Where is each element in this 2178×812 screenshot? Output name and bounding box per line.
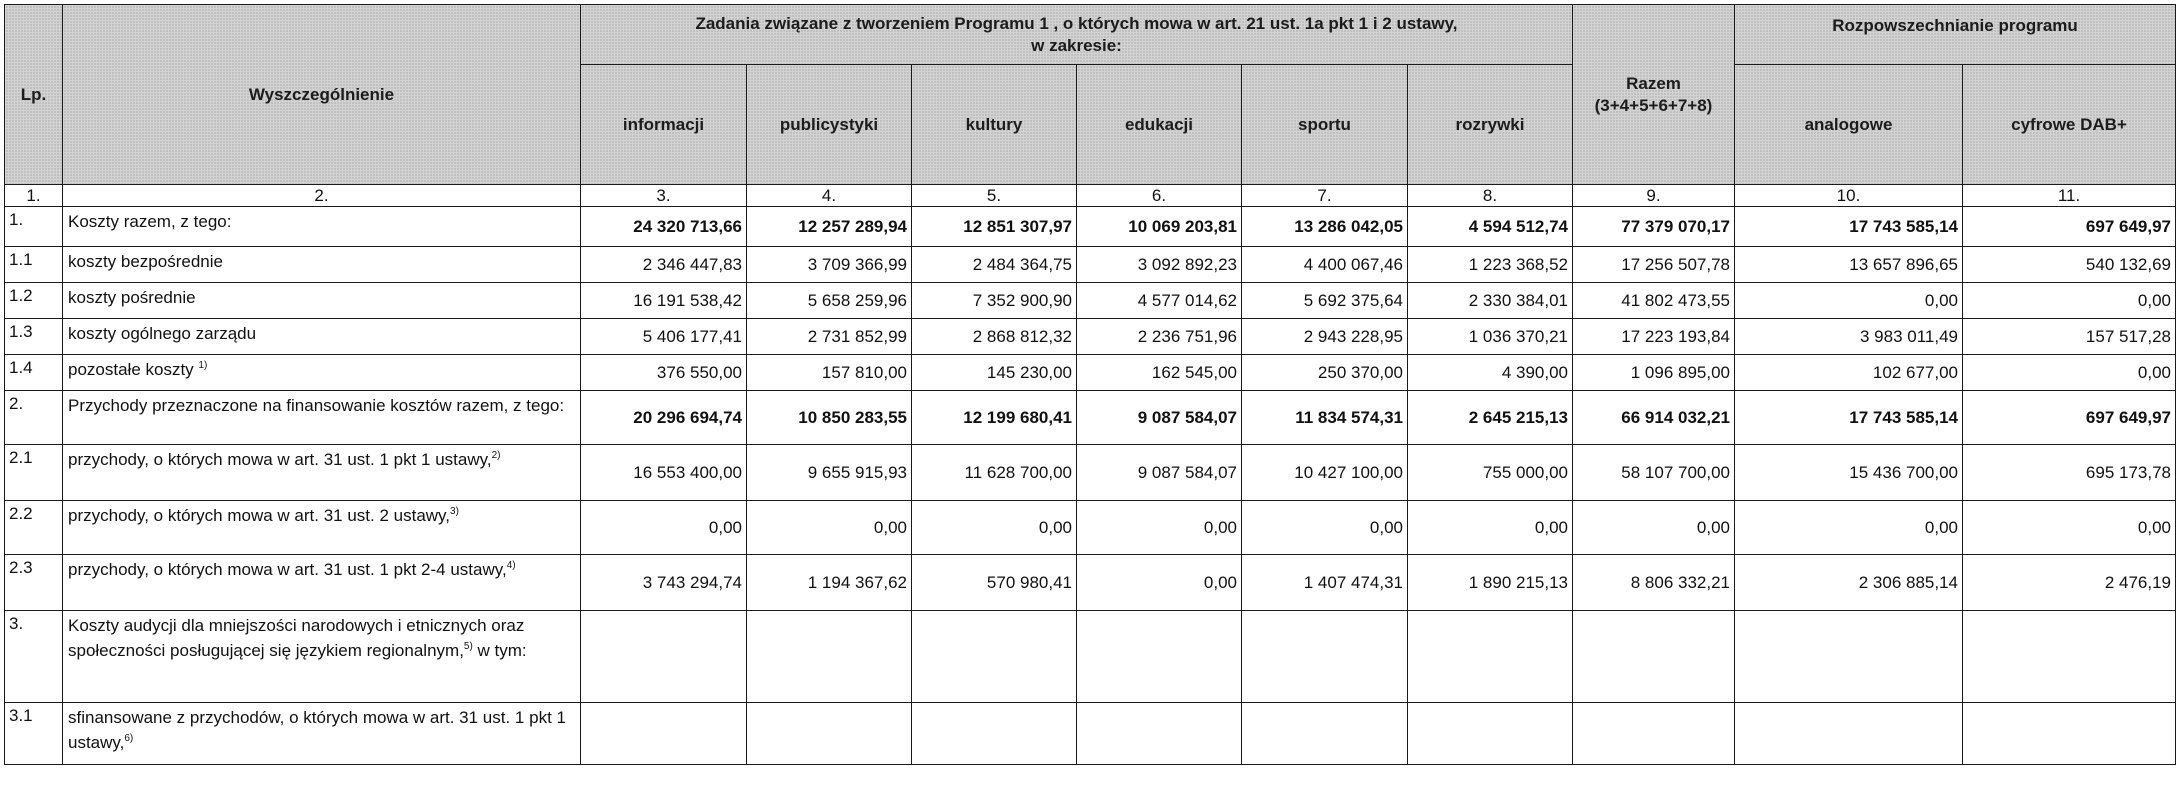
value-cell: 102 677,00 [1735, 355, 1963, 391]
value-cell: 1 890 215,13 [1408, 555, 1573, 611]
value-cell: 5 406 177,41 [581, 319, 747, 355]
financial-table [4, 4, 2176, 765]
row-lp: 1.2 [5, 283, 63, 319]
header-total [1573, 5, 1735, 185]
column-number: 1. [5, 185, 63, 207]
value-cell: 17 743 585,14 [1735, 391, 1963, 445]
table-row [5, 247, 2176, 283]
value-cell: 1 407 474,31 [1242, 555, 1408, 611]
table-header [5, 5, 2176, 207]
value-cell: 15 436 700,00 [1735, 445, 1963, 501]
value-cell: 11 834 574,31 [1242, 391, 1408, 445]
table-row [5, 445, 2176, 501]
footnote-marker: 6) [124, 733, 134, 744]
value-cell: 157 517,28 [1963, 319, 2176, 355]
value-cell: 250 370,00 [1242, 355, 1408, 391]
value-cell: 695 173,78 [1963, 445, 2176, 501]
column-number: 7. [1242, 185, 1408, 207]
table-row [5, 283, 2176, 319]
value-cell: 17 223 193,84 [1573, 319, 1735, 355]
column-number: 2. [63, 185, 581, 207]
value-cell: 4 390,00 [1408, 355, 1573, 391]
row-description [63, 207, 581, 247]
row-lp: 3.1 [5, 703, 63, 765]
value-cell: 77 379 070,17 [1573, 207, 1735, 247]
value-cell: 17 743 585,14 [1735, 207, 1963, 247]
header-task-2: kultury [912, 65, 1077, 185]
row-label: przychody, o których mowa w art. 31 ust. 1 pkt 2-4 ustawy, [68, 560, 507, 579]
value-cell: 697 649,97 [1963, 207, 2176, 247]
value-cell [1077, 611, 1242, 703]
value-cell: 697 649,97 [1963, 391, 2176, 445]
value-cell: 2 330 384,01 [1408, 283, 1573, 319]
value-cell [1242, 703, 1408, 765]
value-cell [1963, 611, 2176, 703]
row-label: koszty bezpośrednie [68, 252, 223, 271]
row-label: przychody, o których mowa w art. 31 ust. 2 ustawy, [68, 506, 451, 525]
value-cell: 1 194 367,62 [747, 555, 912, 611]
table-row [5, 207, 2176, 247]
row-description [63, 247, 581, 283]
value-cell: 376 550,00 [581, 355, 747, 391]
row-description [63, 703, 581, 765]
value-cell [1077, 703, 1242, 765]
value-cell: 7 352 900,90 [912, 283, 1077, 319]
value-cell [747, 703, 912, 765]
row-description [63, 445, 581, 501]
row-lp: 1.4 [5, 355, 63, 391]
value-cell: 2 943 228,95 [1242, 319, 1408, 355]
value-cell [1408, 611, 1573, 703]
value-cell: 0,00 [1408, 501, 1573, 555]
value-cell: 0,00 [1077, 501, 1242, 555]
row-lp: 1.1 [5, 247, 63, 283]
value-cell: 0,00 [1242, 501, 1408, 555]
value-cell: 3 092 892,23 [1077, 247, 1242, 283]
table-row [5, 391, 2176, 445]
row-description [63, 355, 581, 391]
table-row [5, 703, 2176, 765]
header-task-group-line2: w zakresie: [1031, 35, 1122, 55]
value-cell: 570 980,41 [912, 555, 1077, 611]
row-label: pozostałe koszty [68, 360, 199, 379]
header-task-group [581, 5, 1573, 65]
value-cell [747, 611, 912, 703]
value-cell [1573, 611, 1735, 703]
table-row [5, 611, 2176, 703]
header-task-4: sportu [1242, 65, 1408, 185]
footnote-marker: 5) [463, 641, 473, 652]
value-cell: 2 306 885,14 [1735, 555, 1963, 611]
value-cell: 0,00 [1077, 555, 1242, 611]
header-task-group-line1: Zadania związane z tworzeniem Programu 1 , o których mowa w art. 21 ust. 1a pkt 1 i 2 ustawy, [695, 13, 1458, 33]
value-cell: 145 230,00 [912, 355, 1077, 391]
value-cell: 9 087 584,07 [1077, 445, 1242, 501]
header-distribution-group: Rozpowszechnianie programu [1735, 5, 2176, 65]
value-cell: 2 731 852,99 [747, 319, 912, 355]
value-cell: 0,00 [1963, 501, 2176, 555]
row-description [63, 501, 581, 555]
value-cell: 0,00 [1963, 355, 2176, 391]
value-cell: 2 476,19 [1963, 555, 2176, 611]
row-description [63, 391, 581, 445]
value-cell: 5 692 375,64 [1242, 283, 1408, 319]
column-number-row [5, 185, 2176, 207]
table-row [5, 319, 2176, 355]
header-task-1: publicystyki [747, 65, 912, 185]
value-cell: 2 346 447,83 [581, 247, 747, 283]
value-cell: 8 806 332,21 [1573, 555, 1735, 611]
value-cell: 12 851 307,97 [912, 207, 1077, 247]
value-cell: 41 802 473,55 [1573, 283, 1735, 319]
value-cell: 2 868 812,32 [912, 319, 1077, 355]
column-number: 3. [581, 185, 747, 207]
value-cell: 3 983 011,49 [1735, 319, 1963, 355]
value-cell: 17 256 507,78 [1573, 247, 1735, 283]
value-cell: 1 223 368,52 [1408, 247, 1573, 283]
row-label: Przychody przeznaczone na finansowanie kosztów razem, z tego: [68, 396, 565, 415]
header-description: Wyszczególnienie [63, 5, 581, 185]
header-total-line1: Razem [1626, 73, 1681, 93]
value-cell: 4 577 014,62 [1077, 283, 1242, 319]
column-number: 11. [1963, 185, 2176, 207]
value-cell: 11 628 700,00 [912, 445, 1077, 501]
table-row [5, 355, 2176, 391]
column-number: 8. [1408, 185, 1573, 207]
column-number: 4. [747, 185, 912, 207]
row-label: Koszty razem, z tego: [68, 212, 232, 231]
value-cell: 9 655 915,93 [747, 445, 912, 501]
value-cell: 10 427 100,00 [1242, 445, 1408, 501]
value-cell: 1 096 895,00 [1573, 355, 1735, 391]
value-cell: 10 069 203,81 [1077, 207, 1242, 247]
header-task-5: rozrywki [1408, 65, 1573, 185]
header-distribution-0: analogowe [1735, 65, 1963, 185]
value-cell: 0,00 [1735, 283, 1963, 319]
value-cell: 12 257 289,94 [747, 207, 912, 247]
value-cell: 58 107 700,00 [1573, 445, 1735, 501]
row-label: sfinansowane z przychodów, o których mowa w art. 31 ust. 1 pkt 1 ustawy, [68, 708, 566, 752]
footnote-marker: 3) [450, 506, 459, 517]
table-row [5, 501, 2176, 555]
value-cell [1242, 611, 1408, 703]
value-cell: 16 553 400,00 [581, 445, 747, 501]
column-number: 6. [1077, 185, 1242, 207]
value-cell: 0,00 [1573, 501, 1735, 555]
value-cell: 5 658 259,96 [747, 283, 912, 319]
value-cell: 2 484 364,75 [912, 247, 1077, 283]
header-distribution-1: cyfrowe DAB+ [1963, 65, 2176, 185]
value-cell: 12 199 680,41 [912, 391, 1077, 445]
value-cell [912, 611, 1077, 703]
row-description [63, 611, 581, 703]
value-cell: 0,00 [581, 501, 747, 555]
row-lp: 1.3 [5, 319, 63, 355]
value-cell: 3 743 294,74 [581, 555, 747, 611]
row-description [63, 319, 581, 355]
value-cell: 755 000,00 [1408, 445, 1573, 501]
row-lp: 2.3 [5, 555, 63, 611]
header-task-0: informacji [581, 65, 747, 185]
value-cell [581, 703, 747, 765]
header-total-line2: (3+4+5+6+7+8) [1594, 95, 1713, 115]
value-cell: 13 657 896,65 [1735, 247, 1963, 283]
value-cell [912, 703, 1077, 765]
row-lp: 2. [5, 391, 63, 445]
value-cell: 162 545,00 [1077, 355, 1242, 391]
column-number: 9. [1573, 185, 1735, 207]
value-cell: 0,00 [747, 501, 912, 555]
value-cell: 157 810,00 [747, 355, 912, 391]
value-cell: 0,00 [1735, 501, 1963, 555]
value-cell [1408, 703, 1573, 765]
row-lp: 1. [5, 207, 63, 247]
value-cell: 0,00 [1963, 283, 2176, 319]
row-lp: 2.1 [5, 445, 63, 501]
value-cell [1963, 703, 2176, 765]
table-row [5, 555, 2176, 611]
value-cell: 66 914 032,21 [1573, 391, 1735, 445]
row-label: koszty ogólnego zarządu [68, 324, 257, 343]
row-label: koszty pośrednie [68, 288, 196, 307]
row-label-tail: w tym: [472, 641, 527, 660]
value-cell: 2 645 215,13 [1408, 391, 1573, 445]
value-cell: 4 400 067,46 [1242, 247, 1408, 283]
value-cell: 2 236 751,96 [1077, 319, 1242, 355]
value-cell [1735, 703, 1963, 765]
value-cell: 13 286 042,05 [1242, 207, 1408, 247]
footnote-marker: 1) [198, 360, 208, 371]
row-description [63, 555, 581, 611]
value-cell: 4 594 512,74 [1408, 207, 1573, 247]
column-number: 10. [1735, 185, 1963, 207]
table-body [5, 207, 2176, 765]
row-label: Koszty audycji dla mniejszości narodowych i etnicznych oraz społeczności posługującej się językiem regionalnym, [68, 616, 525, 660]
value-cell [1735, 611, 1963, 703]
header-lp: Lp. [5, 5, 63, 185]
value-cell: 1 036 370,21 [1408, 319, 1573, 355]
value-cell: 540 132,69 [1963, 247, 2176, 283]
value-cell: 9 087 584,07 [1077, 391, 1242, 445]
column-number: 5. [912, 185, 1077, 207]
value-cell [1573, 703, 1735, 765]
row-lp: 2.2 [5, 501, 63, 555]
header-task-3: edukacji [1077, 65, 1242, 185]
footnote-marker: 4) [506, 560, 516, 571]
value-cell: 24 320 713,66 [581, 207, 747, 247]
value-cell: 16 191 538,42 [581, 283, 747, 319]
value-cell: 0,00 [912, 501, 1077, 555]
value-cell: 20 296 694,74 [581, 391, 747, 445]
row-lp: 3. [5, 611, 63, 703]
row-description [63, 283, 581, 319]
value-cell: 10 850 283,55 [747, 391, 912, 445]
value-cell: 3 709 366,99 [747, 247, 912, 283]
row-label: przychody, o których mowa w art. 31 ust. 1 pkt 1 ustawy, [68, 450, 492, 469]
value-cell [581, 611, 747, 703]
footnote-marker: 2) [491, 450, 501, 461]
